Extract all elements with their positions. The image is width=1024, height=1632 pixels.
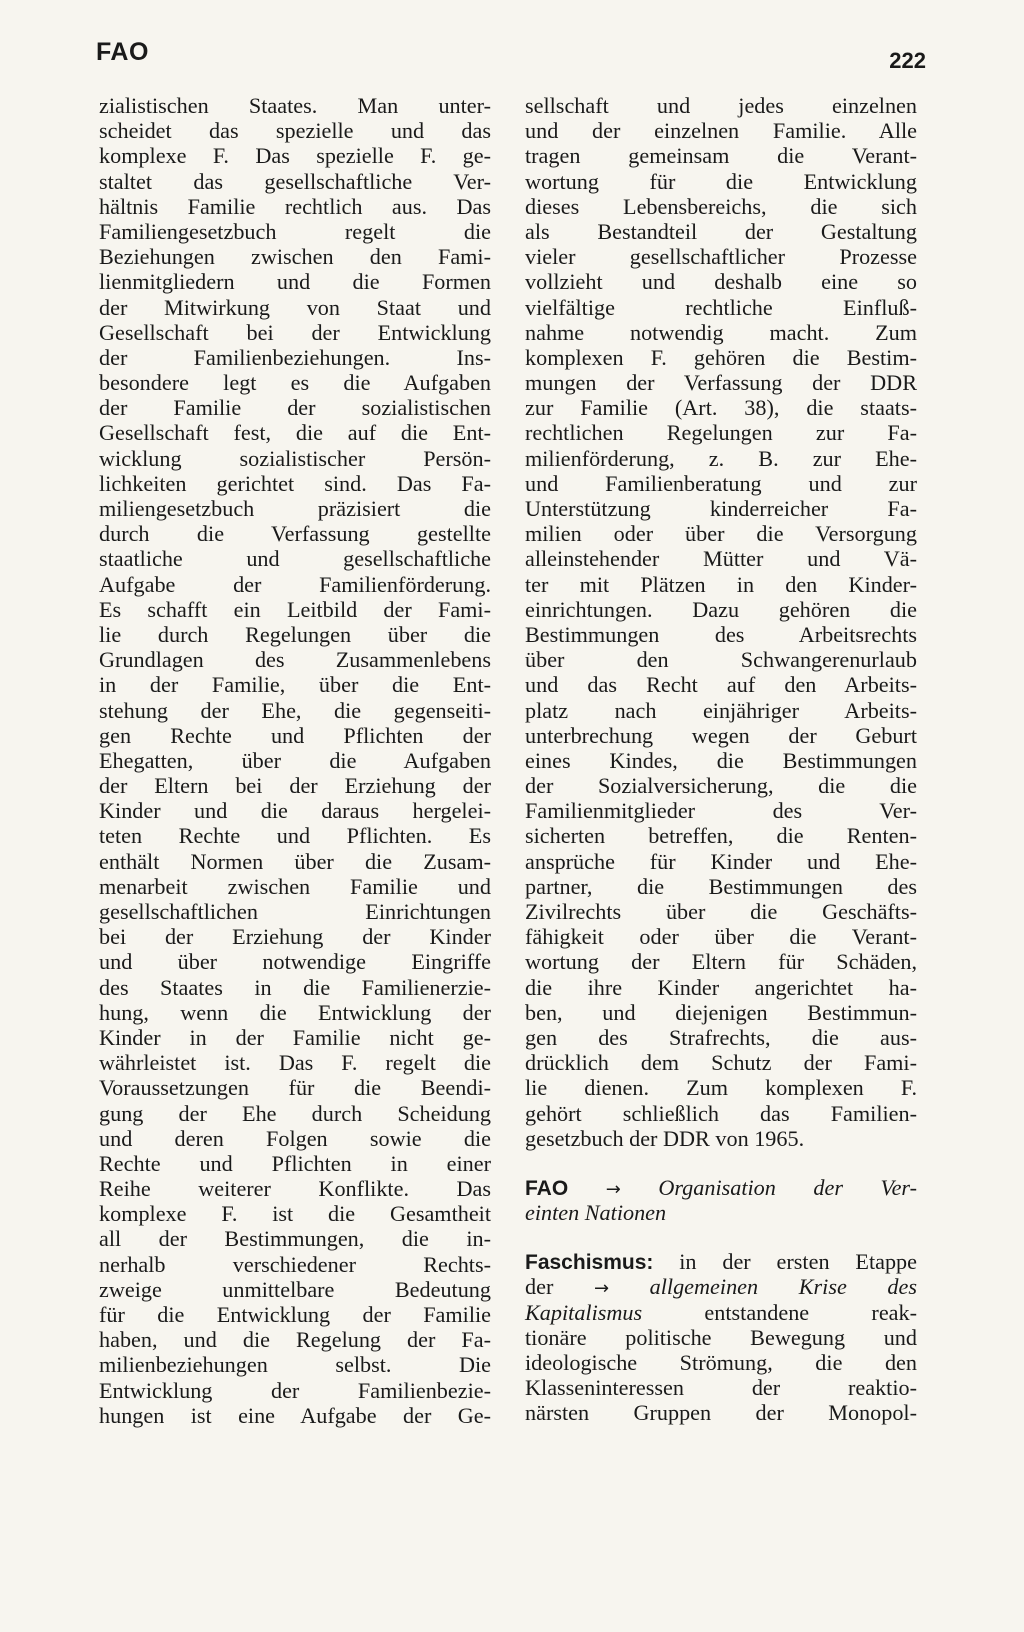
text-line: lienmitgliedern und die Formen [99,269,491,295]
text-line: Kinder in der Familie nicht ge- [99,1024,491,1050]
entry-gap [525,1225,917,1249]
text-line: der Eltern bei der Erziehung der [99,773,491,799]
entry-faschismus-body [525,1325,917,1426]
text-line: gehört schließlich das Familien- [525,1100,917,1126]
text-line: milienbeziehungen selbst. Die [99,1352,491,1378]
text-line: währleistet ist. Das F. regelt die [99,1050,491,1076]
entry-faschismus [525,1249,917,1425]
text-line: nahme notwendig macht. Zum [525,319,917,345]
text-line: staatliche und gesellschaftliche [99,546,491,572]
right-column-body [525,93,917,1151]
text-line: besondere legt es die Aufgaben [99,370,491,396]
text-line: lie dienen. Zum komplexen F. [525,1075,917,1101]
text-line: gesellschaftlichen Einrichtungen [99,899,491,924]
text-line: und über notwendige Eingriffe [99,949,491,975]
text-line: lichkeiten gerichtet sind. Das Fa- [99,470,491,496]
text-line: platz nach einjähriger Arbeits- [525,697,917,723]
text-line: gung der Ehe durch Scheidung [99,1100,491,1126]
text-line: Beziehungen zwischen den Fami- [99,244,491,270]
text-line: drücklich dem Schutz der Fami- [525,1050,917,1076]
entry-fao-line-2: einten Nationen [525,1200,667,1226]
text-line: über den Schwangerenurlaub [525,647,917,673]
text-line: hungen ist eine Aufgabe der Ge- [99,1402,491,1428]
entry-fao-lemma: FAO [525,1176,569,1200]
right-column [525,93,917,1426]
text-line: und deren Folgen sowie die [99,1125,491,1151]
cross-reference-arrow-icon: → [605,1178,621,1200]
text-line: milien oder über die Versorgung [525,521,917,547]
text-line: gen Rechte und Pflichten der [99,722,491,748]
text-line: partner, die Bestimmungen des [525,873,917,899]
cross-reference-arrow-icon: → [593,1278,610,1300]
text-line: als Bestandteil der Gestaltung [525,218,917,244]
text-line: Grundlagen des Zusammenlebens [99,647,491,673]
text-line: Es schafft ein Leitbild der Fami- [99,596,491,622]
text-line: Gesellschaft fest, die auf die Ent- [99,420,491,446]
text-line: Ehegatten, über die Aufgaben [99,747,491,773]
text-line: komplexe F. Das spezielle F. ge- [99,143,491,169]
text-line: der Familie der sozialistischen [99,395,491,421]
text-line: ter mit Plätzen in den Kinder- [525,571,917,597]
text-line: für die Entwicklung der Familie [99,1302,491,1327]
text-line: die ihre Kinder angerichtet ha- [525,974,917,1000]
text-line: der Familienbeziehungen. Ins- [99,344,491,370]
text-line: Rechte und Pflichten in einer [99,1150,491,1176]
text-line: milienförderung, z. B. zur Ehe- [525,445,917,471]
running-head: FAO [96,38,149,66]
page-number: 222 [889,48,926,73]
text-line: menarbeit zwischen Familie und [99,873,491,899]
text-line: wortung für die Entwicklung [525,168,917,194]
entry-fao [525,1175,917,1225]
text-line: dieses Lebensbereichs, die sich [525,193,917,219]
text-line: fähigkeit oder über die Verant- [525,924,917,950]
text-line: und Familienberatung und zur [525,470,917,496]
text-line: tionäre politische Bewegung und [525,1324,917,1350]
text-line: wicklung sozialistischer Persön- [99,445,491,471]
text-line: Familienmitglieder des Ver- [525,798,917,824]
entry-faschismus-line-3: Kapitalismus entstandene reak- [525,1299,917,1325]
text-line: zialistischen Staates. Man unter- [99,93,491,118]
text-line: Familiengesetzbuch regelt die [99,218,491,244]
text-line: rechtlichen Regelungen zur Fa- [525,420,917,446]
text-line: vielfältige rechtliche Einfluß- [525,294,917,320]
entry-faschismus-line-1: Faschismus: in der ersten Etappe [525,1249,917,1275]
entry-faschismus-lemma: Faschismus: [525,1251,654,1275]
text-line: ansprüche für Kinder und Ehe- [525,848,917,874]
text-line: in der Familie, über die Ent- [99,672,491,698]
text-line: all der Bestimmungen, die in- [99,1226,491,1252]
entry-gap [525,1151,917,1175]
text-line: und der einzelnen Familie. Alle [525,118,917,144]
text-line: teten Rechte und Pflichten. Es [99,823,491,849]
text-line: ben, und diejenigen Bestimmun- [525,999,917,1025]
text-line: sicherten betreffen, die Renten- [525,823,917,849]
text-line: Klasseninteressen der reaktio- [525,1375,917,1401]
text-line: komplexe F. ist die Gesamtheit [99,1201,491,1227]
text-line: Bestimmungen des Arbeitsrechts [525,621,917,647]
text-line: haben, und die Regelung der Fa- [99,1327,491,1353]
text-line: nerhalb verschiedener Rechts- [99,1251,491,1277]
text-line: hältnis Familie rechtlich aus. Das [99,193,491,219]
text-line: bei der Erziehung der Kinder [99,924,491,950]
text-line: Voraussetzungen für die Beendi- [99,1075,491,1101]
text-line: wortung der Eltern für Schäden, [525,949,917,975]
text-line: einrichtungen. Dazu gehören die [525,596,917,622]
text-line: zweige unmittelbare Bedeutung [99,1276,491,1302]
text-line: sellschaft und jedes einzelnen [525,93,917,118]
text-line: närsten Gruppen der Monopol- [525,1400,917,1426]
text-line: scheidet das spezielle und das [99,118,491,144]
text-line: gesetzbuch der DDR von 1965. [525,1125,805,1151]
text-line: enthält Normen über die Zusam- [99,848,491,874]
text-line: Unterstützung kinderreicher Fa- [525,496,917,521]
text-line: vollzieht und deshalb eine so [525,269,917,295]
text-line: Aufgabe der Familienförderung. [99,571,491,597]
text-line: durch die Verfassung gestellte [99,521,491,547]
text-line: Entwicklung der Familienbezie- [99,1377,491,1403]
text-line: tragen gemeinsam die Verant- [525,143,917,169]
text-line: der Mitwirkung von Staat und [99,294,491,320]
text-line: der Sozialversicherung, die die [525,773,917,799]
text-line: ideologische Strömung, die den [525,1350,917,1375]
text-line: Gesellschaft bei der Entwicklung [99,319,491,345]
text-line: zur Familie (Art. 38), die staats- [525,395,917,421]
text-line: Reihe weiterer Konflikte. Das [99,1176,491,1202]
text-line: stehung der Ehe, die gegenseiti- [99,697,491,723]
text-line: gen des Strafrechts, die aus- [525,1024,917,1050]
text-line: Zivilrechts über die Geschäfts- [525,899,917,924]
text-line: hung, wenn die Entwicklung der [99,999,491,1025]
text-line: komplexen F. gehören die Bestim- [525,344,917,370]
text-line: des Staates in die Familienerzie- [99,974,491,1000]
text-line: miliengesetzbuch präzisiert die [99,496,491,521]
text-line: eines Kindes, die Bestimmungen [525,747,917,773]
entry-fao-reference: Organisation der Ver- [658,1174,918,1200]
text-line: vieler gesellschaftlicher Prozesse [525,244,917,270]
text-line: alleinstehender Mütter und Vä- [525,546,917,572]
text-line: staltet das gesellschaftliche Ver- [99,168,491,194]
entry-faschismus-line-2: der → allgemeinen Krise des [525,1274,917,1300]
entry-fao-line-1 [525,1175,917,1200]
left-column [99,93,491,1428]
text-line: Kinder und die daraus hergelei- [99,798,491,824]
text-line: unterbrechung wegen der Geburt [525,722,917,748]
text-line: lie durch Regelungen über die [99,621,491,647]
text-line: mungen der Verfassung der DDR [525,370,917,396]
text-line: und das Recht auf den Arbeits- [525,672,917,698]
